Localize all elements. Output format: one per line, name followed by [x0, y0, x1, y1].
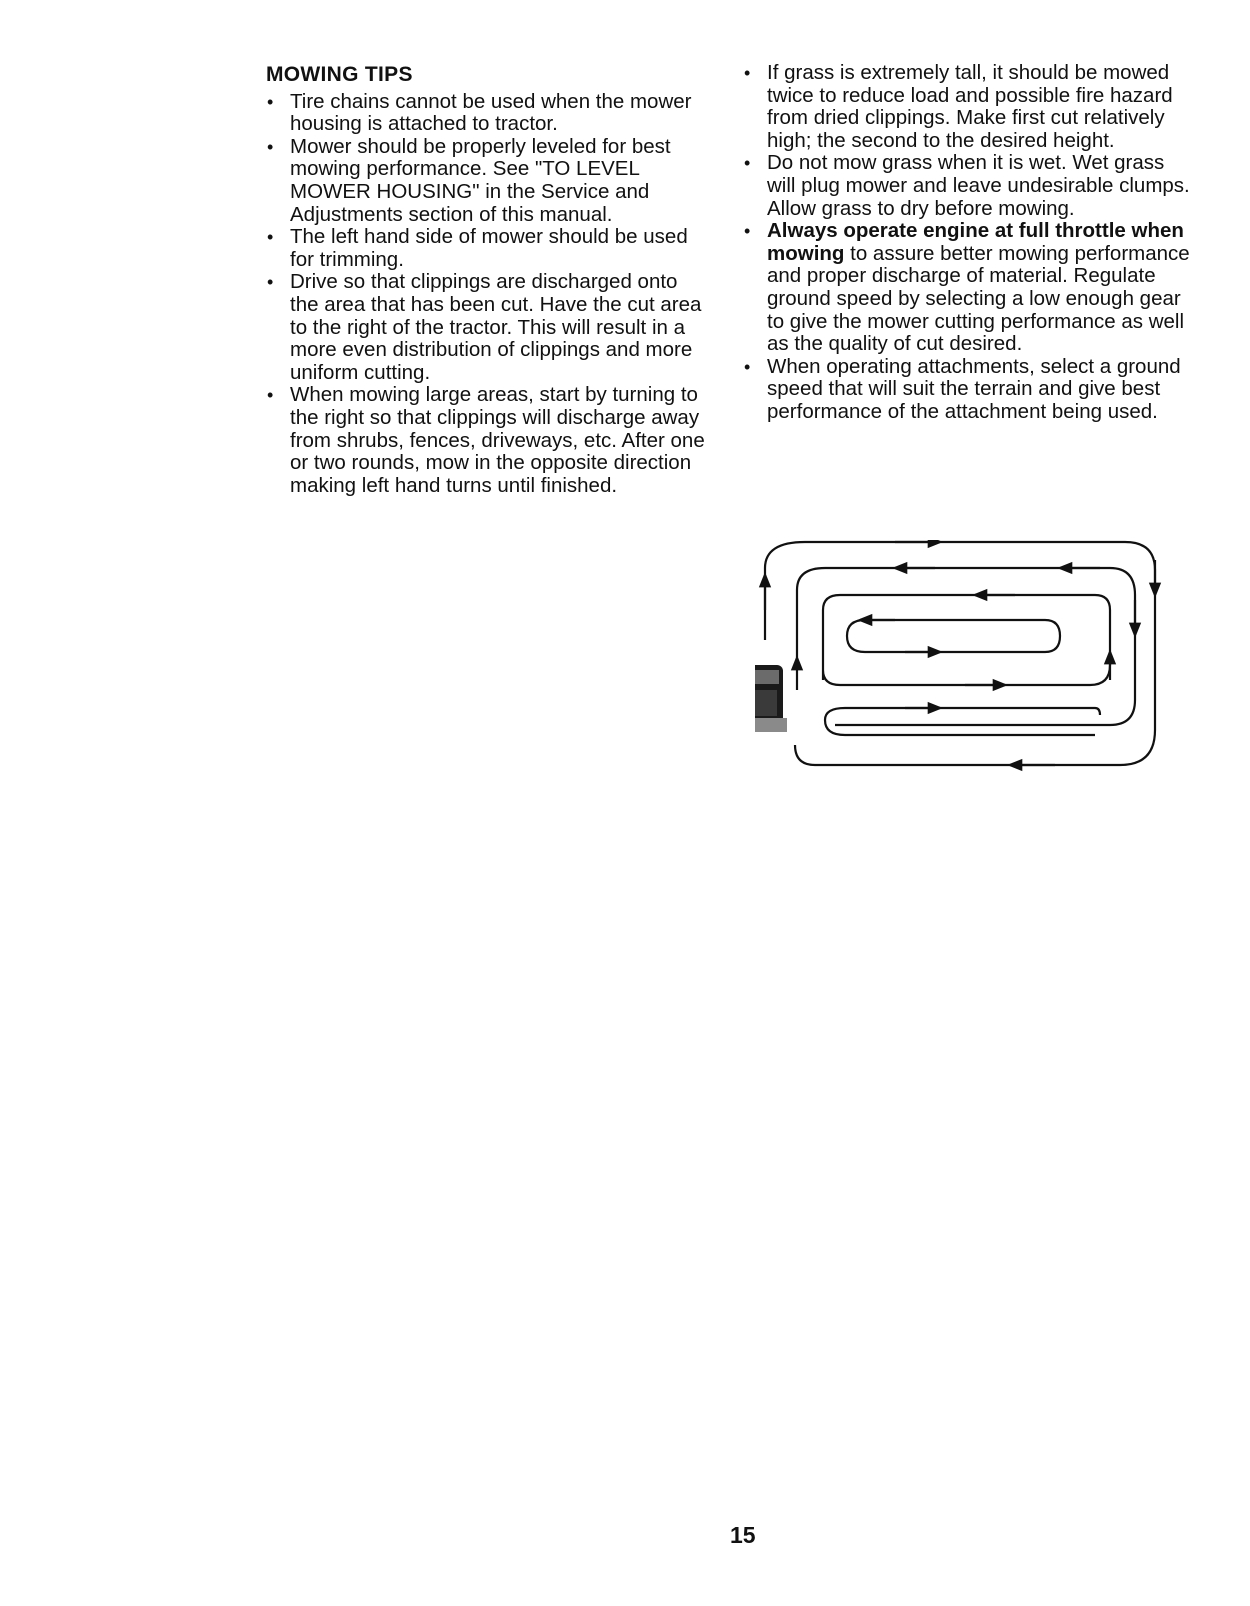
- right-column: [743, 62, 1193, 424]
- inner-pass-path: [847, 620, 1060, 652]
- tips-list-left: [266, 91, 706, 498]
- page-number: 15: [730, 1522, 756, 1548]
- tip-tall-grass: • If grass is extremely tall, it should be mowed twice to reduce load and possible fire hazard from dried clippings. Make first cut relatively high; the second to the desired height.: [743, 62, 1193, 152]
- tips-list-right: [743, 62, 1193, 424]
- full-throttle-warning: Always operate engine at full throttle when mowing: [767, 219, 1184, 265]
- tip-tire-chains: • Tire chains cannot be used when the mower housing is attached to tractor.: [266, 91, 706, 136]
- full-throttle-detail: to assure better mowing performance and proper discharge of material. Regulate ground speed by selecting a low enough gear to give the mower cutting performance as well as the quality of cut desired.: [767, 241, 1190, 356]
- third-pass-path: [823, 595, 1110, 685]
- left-column: [266, 62, 706, 497]
- tip-clipping-discharge: • Drive so that clippings are discharged onto the area that has been cut. Have the cut area to the right of the tractor. This will result in a more even distribution of clippings and more uniform cutting.: [266, 271, 706, 384]
- return-pass-path: [825, 708, 1100, 735]
- tip-wet-grass: • Do not mow grass when it is wet. Wet grass will plug mower and leave undesirable clumps. Allow grass to dry before mowing.: [743, 152, 1193, 220]
- mowing-pattern-diagram: [755, 540, 1195, 780]
- section-heading: MOWING TIPS: [266, 63, 413, 86]
- tip-level-mower: • Mower should be properly leveled for best mowing performance. See "TO LEVEL MOWER HOUSING" in the Service and Adjustments section of this manual.: [266, 136, 706, 226]
- tip-trimming-side: • The left hand side of mower should be used for trimming.: [266, 226, 706, 271]
- tractor-icon: [755, 665, 787, 732]
- tip-large-areas: • When mowing large areas, start by turning to the right so that clippings will discharge away from shrubs, fences, driveways, etc. After one or two rounds, mow in the opposite direction making left hand turns until finished.: [266, 384, 706, 497]
- tip-attachments: • When operating attachments, select a ground speed that will suit the terrain and give best performance of the attachment being used.: [743, 356, 1193, 424]
- tip-full-throttle: [743, 220, 1193, 356]
- second-pass-path: [797, 568, 1135, 725]
